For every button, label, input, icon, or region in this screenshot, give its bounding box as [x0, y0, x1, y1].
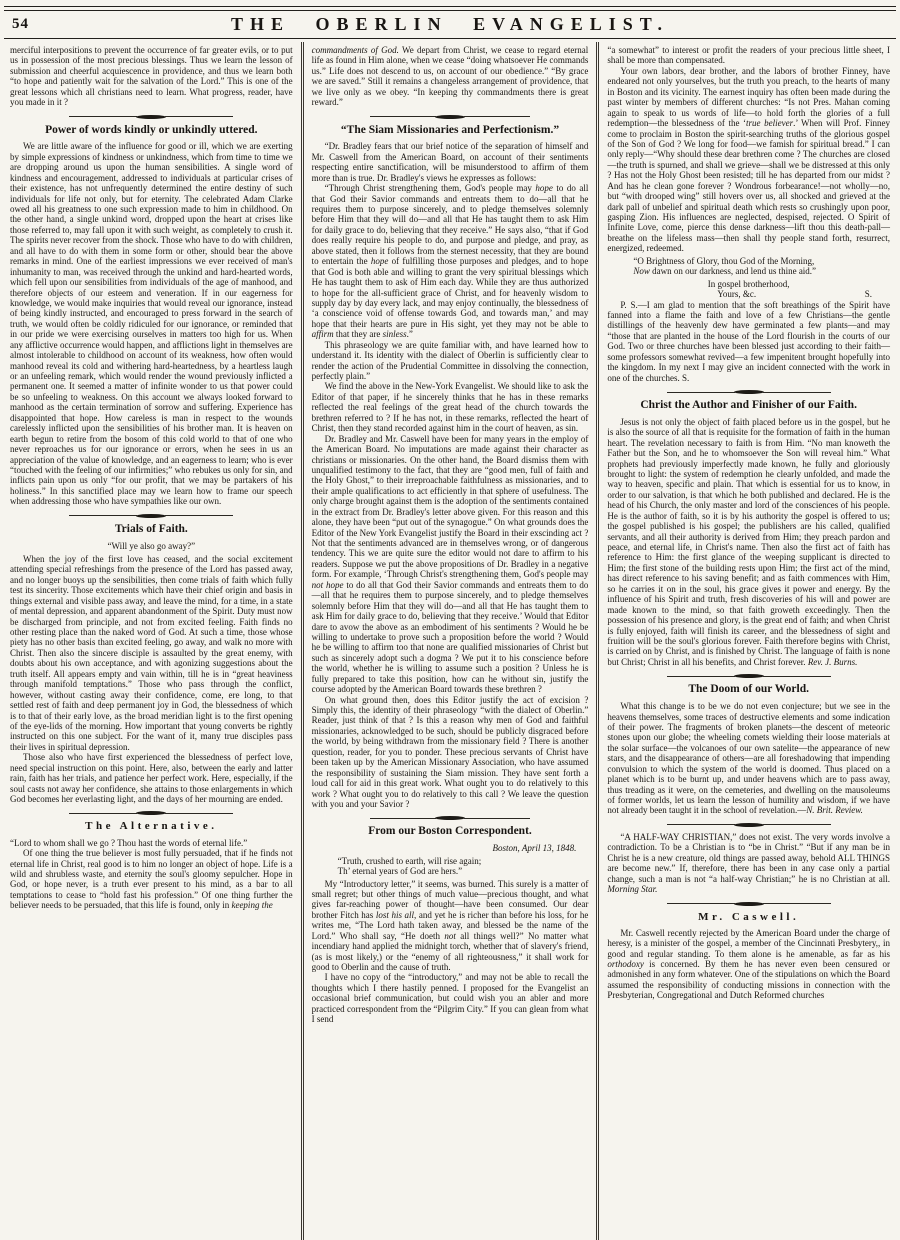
divider-ornament [734, 902, 764, 906]
section-divider [667, 823, 831, 827]
dateline: Boston, April 13, 1848. [492, 843, 577, 854]
section-divider [370, 115, 530, 119]
paragraph: “Dr. Bradley fears that our brief notice of the separation of himself and Mr. Caswell from the American Board, on account of their sentiments respecting entire sanctification, will be misunderstood to affirm of them more than is true. Dr. Bradley's views he expresses as follows: [311, 141, 589, 183]
paragraph: We find the above in the New-York Evangelist. We should like to ask the Editor of that paper, if he sincerely thinks that he has in these remarks reflected the real feelings of the great head of the church towards the brethren referred to ? If he has not, in these remarks, reflected the heart of Christ, then they stand recorded against him in the court of heaven, as sin. [311, 381, 589, 434]
signature-line: Yours, &c. S. [717, 289, 872, 300]
divider-ornament [136, 514, 166, 518]
paragraph: Mr. Caswell recently rejected by the American Board under the charge of heresy, is a minister of the gospel, a member of the Cincinnati Presbytery,, in good and regular standing. To them alone is he amenable, as far as his orthodoxy is concerned. By them he has never even been censured or admonished in any form whatever. One of the stipulations on which the Board assumed the responsibility of conducting missions in connection with the Presbyterian, Congregational and Dutch Reformed churches [607, 927, 890, 1001]
divider-ornament [435, 816, 465, 820]
divider-ornament [734, 674, 764, 678]
verse-quote: “Truth, crushed to earth, will rise again; Th’ eternal years of God are hers.” [337, 855, 482, 877]
paragraph: Those also who have first experienced the blessedness of perfect love, need special instruction on this point. Here, also, between the early and latter rain, faith has her trials, and patience her perfect work. Here, especially, if the soul casts not away her confidence, she attains to those enlargements in which God becomes her everlasting light, and the days of her mourning are ended. [10, 752, 293, 805]
masthead-title: THE OBERLIN EVANGELIST. [231, 14, 669, 34]
column-middle [301, 42, 600, 1240]
divider-ornament [734, 823, 764, 827]
divider-ornament [734, 390, 764, 394]
divider-ornament [136, 811, 166, 815]
paragraph: “Through Christ strengthening them, God's people may hope to do all that God their Savior commands and entreats them to do—all that he requires them to purpose sincerely, and to pledge themselves solemnly before Him that they will do—and all that He has taught them to ask Him for daily grace to do, believing that they receive.” He says also, “that if God does really require his people to do, and purpose and pledge, and pray, as above stated, then it follows from the sternest necessity, that they are bound to entertain the hope of fulfilling those purposes and pledges, and to hope that God is both able and willing to grant the very spiritual blessings which He has taught them to ask of Him each day. While they are thus authorized to hope for the all-sufficient grace of Christ, and for heavenly wisdom to supply day by day every lack, and may enjoy continually, the blessedness of ‘a conscience void of offense towards God, and towards man,’ and may hope that their hearts are pure in His sight, yet they may not be able to affirm that they are sinless.” [311, 183, 589, 340]
section-divider [69, 115, 233, 119]
page-number: 54 [12, 16, 29, 32]
paragraph: We are little aware of the influence for good or ill, which we are exerting by simple expressions of kindness or unkindness, which from time to time we are dropping around us upon the human sensibilities. A single word of kindness and encouragement, addressed to individuals at particular crises of their existence, has not unfrequently determined the entire destiny of such individuals for life not only, but for eternity. The celebrated Adam Clarke owed all his greatness to one such expression made to him in childhood. On the other hand, a single unkind word, dropped upon the heart at crises like those referred to, may fall upon it with such weight, as completely to crush it. The spirits never recover from the shock. Those who have to do with children, and all have to do with them in some form or other, should bear the above remarks in mind. One of the earliest impressions we ever received of man's inhumanity to man, was received through the unkind and hard-hearted words, which fell upon our sensibilities from individuals of the age of manhood, and therefore objects of our esteem and veneration. If in our eagerness for knowledge, we would make inquiries that would reveal our ignorance, instead of being kindly instructed, and encouraged to press forward in the search of truth, we would often be coldly ridiculed for our ignorance, or reminded that in our pride we were exercising ourselves in matters too high for us. When any afflictive occurrence would happen, and afflictions light in themselves are almost intolerable to childhood on account of its weakness, how often would manhood reveal its cold and withering hard-heartedness, by a heartless laugh or an unfeeling remark, which would render the wound previously inflicted a permanent one. It seemed a matter of infinite wonder to us that power could be so unfeeling to weakness. On this account we always looked forward to manhood as the certain termination of sorrow and suffering. Experience has disappointed that hope. How careless is man in respect to the wounds carelessly inflicted upon the sensibilities of his brother man. It is heaven on earth begun to retire from the bosom of this cold world to that of one who never reproaches us for our ignorance or errors, when he sees in us an appreciation of the value of knowledge, and an eagerness to learn; who is ever “touched with the feeling of our infirmities;” who rebukes us only for sin, and inflicts pain upon us only “for our profit, that we may be partakers of his holiness.” In this sanctified place may we learn how to frame our speech when addressing those who have sympathies like our own. [10, 141, 293, 507]
top-rule [4, 6, 896, 11]
paragraph: On what ground then, does this Editor justify the act of excision ? Simply this, the identity of their phraseology “with the dialect of Oberlin.” Reader, just think of that ? Is this a reason why men of God and faithful missionaries, acknowledged to be such, should be publicly disgraced before the world, by being withdrawn from the missionary field ? There is another question, reader, for you to ponder. These precious servants of Christ have been taken up by the American Missionary Association, who have assumed the responsibility of sustaining the Siam mission. They have sent forth a loud call for aid in this great work. What ought you to do relatively to this work ? What ought you to do relatively to this call ? We leave the question with you and your Savior ? [311, 694, 589, 809]
paragraph: Of one thing the true believer is most fully persuaded, that if he finds not eternal life in Christ, real good is to him no longer an object of hope. Life is a wild and shrubless waste, and eternity the soul's gloomy sepulcher. Hope in God, or hope never, is a truth ever present to his mind, as a bar to all temptations to cease to “hold fast his profession.” Of one thing further the believer needs to be persuaded, that this life is found, only in keeping the [10, 848, 293, 911]
paragraph: My “Introductory letter,” it seems, was burned. This surely is a matter of small regret; but other things of much value—precious thought, and what gives far-reaching power of thought—have been consumed. Our dear brother Fitch has lost his all, and yet he is richer than before his loss, for he writes me, “The Lord hath taken away, and blessed be the name of the Lord.” Who shall say, “He doeth not all things well?” No matter what incendiary hand applied the midnight torch, whether that of slavery's friend, (as is most likely,) or the “enemy of all righteousness,” it shall work for good to Oberlin and the cause of truth. [311, 878, 589, 973]
article-heading: Mr. Caswell. [698, 910, 800, 923]
article-heading: “The Siam Missionaries and Perfectionism.” [340, 123, 560, 136]
paragraph: When the joy of the first love has ceased, and the social excitement attending special refreshings from the presence of the Lord has passed away, and no longer buoys up the sensibilities, then come trials of faith which fully test its sincerity. Those excitements which have their chief origin and basis in things external and visible pass away, and leave the mind, for a time, in a state of mental depression, and apparent abandonment of the Spirit. Duty must now be discharged from principle, and not from excited feeling. Faith finds no other resting place than the naked word of God. At such a time, those whose piety has no other basis than excited feeling, go away, and walk no more with Christ. Then also the sincere disciple is assaulted by the great enemy, with doubts about his own acceptance, and with agonizing suggestions about the truth itself. All appears empty and vain within, till he is in “great heaviness through manifold temptations.” Those who pass through the conflict, however, without casting away their confidence, come, ere long, to that settled rest of faith and deep permanent joy in God, the blessedness of which is to that of their early love, as the broad meridian light is to the first opening of the eye-lids of the morning. How important that young converts be rightly instructed on this one subject. For the want of it, many true disciples pass their lives in spiritual depression. [10, 553, 293, 752]
paragraph: Jesus is not only the object of faith placed before us in the gospel, but he is also the source of all that is requisite for the formation of faith in the human heart. The revelation necessary to faith is from Him. “No man knoweth the Father but the Son, and he to whomsoever the Son will reveal him.” What prophets had previously imperfectly made known, he fully and gloriously brought to light: the system of redemption he clearly unfolded, and made the way to heaven, specific and plain. That which is essential for us to know, in order to our salvation, is that which he both published and declared. He is the head of his Church, the only master and lord of the consciences of his people. He is the author of faith, so it is by his authority the gospel is offered to us; the gospel published is his gospel; the publishers are his called, qualified servants, and all their authority is derived from Him; they preach pardon and peace, and eternal life, in Christ's name. Then also the first act of faith has reference to Him: the first glance of the weeping supplicant is directed to Him; the first stone of the building rests upon Him; the first act of the mind, has direct reference to his saving benefit; and as faith commences with Him, so he carries it on in the soul, his grace gives it power and energy. By the influence of his Spirit and truth, fresh discoveries of his will and power are made known to the mind, so that faith groweth exceedingly. Then the possession of his presence and glory, is the great end of faith; and when Christ is fully enjoyed, faith will finish its career, and the blessedness of sight and fruition will be the soul's glorious forever. Faith therefore begins with Christ, is carried on by Christ, and is finished by Christ. The language of faith is none but Christ; Christ in all his benefits, and Christ forever. Rev. J. Burns. [607, 416, 890, 667]
article-heading: Trials of Faith. [114, 522, 188, 535]
paragraph: Dr. Bradley and Mr. Caswell have been for many years in the employ of the American Board. No imputations are made against their character as christians or missionaries. On the other hand, the Board dismiss them with unqualified testimony to the fact, that they are “good men, full of faith and the Holy Ghost,” to their irreproachable faithfulness as missionaries, and to their ample qualifications to act efficiently in that sphere of usefulness. The only charge brought against them is the adoption of the sentiments contained in the extract from Dr. Bradley's letter above given. For this reason and this alone, they have been “put out of the synagogue.” On what grounds does the Editor of the New York Evangelist justify the Board in their exscinding act ? Not that the sentiments advanced are in themselves wrong, or of dangerous tendency. This we are quite sure the editor would not dare to affirm to his readers. Suppose we put the above propositions of Dr. Bradley in a negative form. For example, ‘Through Christ's strengthening them, God's people may not hope to do all that God their Savior commands and entreats them to do—all that he requires them to purpose sincerely, and to pledge themselves solemnly before Him that they will do—and all that He has taught them to ask Him for daily grace to do, believing that they receive.’ Would that Editor dare to avow the above as an embodiment of his sentiments ? Would he be willing to undertake to prove such a proposition before the world ? Would he be willing to affirm too that none are qualified missionaries of Christ but such as sincerely adopt such a dogma ? We put it to his conscience before the world, whether he is willing to assume such a position ? Unless he is fully prepared to take this position, how can he without sin, justify the course adopted by the American Board towards these brethren ? [311, 433, 589, 695]
masthead-row [8, 12, 892, 38]
section-divider [370, 816, 530, 820]
paragraph-continuation: commandments of God. We depart from Christ, we cease to regard eternal life as found in Him alone, when we cease “doing whatsoever He commands us.” Life does not descend to us, on account of our obedience.” “By grace we are saved.” Still it remains a changeless arrangement of providence, that we live only as we obey. “In keeping thy commandments there is great reward.” [311, 45, 589, 108]
column-left [2, 42, 301, 1240]
article-subtitle-quote: “Will ye also go away?” [107, 540, 196, 551]
paragraph-continuation: “Lord to whom shall we go ? Thou hast the words of eternal life.” [10, 837, 248, 848]
verse-quote: “O Brightness of Glory, thou God of the Morning, Now dawn on our darkness, and lend us thine aid.” [633, 255, 817, 277]
paragraph: “A HALF-WAY CHRISTIAN,” does not exist. The very words involve a contradiction. To be a Christian is to “be in Christ.” “But if any man be in Christ he is a new creature, old things are passed away, behold ALL THINGS are become new.” If, therefore, there has been in any case only a partial change, such a man is not “a half-way Christian;” he is no Christian at all. Morning Star. [607, 831, 890, 895]
paragraph: Your own labors, dear brother, and the labors of brother Finney, have endeared not only yourselves, but the truth you preach, to the hearts of many in Boston and its vicinity. The earnest inquiry has often been made during the past winter by members of different churches: “Is not Pres. Mahan coming again to speak to us words of life—to hold forth the glories of a full redemption—the blessedness of the ‘true believer.’ When will Prof. Finney come to proclaim in Boston the spirit-searching truths of the glorious gospel of the Son of God ? We long for food—we famish for spiritual bread.” I can only reply—“Why should these dear brethren come ? The churches are closed—the truth is spurned, and shall we grieve—shall we be distressed at this only ? Has not the Holy Ghost been resisted; till he has departed from our midst ? And has he clean gone forever ? Wondrous forbearance!—not wholly—no, but “with drooped wing” still hovers over us, all shocked and grieved at the dark pall of unbelief and spiritual death which rests so crushingly upon poor, gasping Zion. His influences are neglected, despised, rejected. O Spirit of Infinite Love, come, pierce this dense darkness—lift thou this death-pall—breathe on the lifeless mass—then shall thy people stand forth, resurrect, energized, redeemed. [607, 65, 890, 254]
header-rule [4, 38, 896, 39]
section-divider [667, 390, 831, 394]
section-divider [69, 514, 233, 518]
article-heading: Christ the Author and Finisher of our Faith. [640, 399, 857, 411]
paragraph-continuation: merciful interpositions to prevent the occurrence of far greater evils, or to put us in possession of the most precious blessings. Thus we learn the lesson of submission and cheerful acquiescence in providence, and thus we learn both “to hope and patiently wait for the salvation of the Lord.” This is one of the great lessons which all christians need to learn. What progress, reader, have you made in it ? [10, 45, 293, 108]
article-heading: The Doom of our World. [688, 683, 809, 696]
paragraph: P. S.—I am glad to mention that the soft breathings of the Spirit have fanned into a flame the faith and love of a few Christians—the gentle distillings of the heavenly dew have germinated a few plants—and may “those that are planted in the house of the Lord flourish in the courts of our God. Two or three churches have been blessed just according to their faith—some professors somewhat revived—a few impenitent brought hopefully into the kingdom. In my next I may give an incident connected with the work in one of the churches. S. [607, 299, 890, 383]
paragraph: What this change is to be we do not even conjecture; but we see in the heavens themselves, some traces of destructive elements and some indication of their power. The fragments of broken planets—the descent of meteoric stones upon our globe; the wheeling comets wielding their loose materials at the solar surface—the volcanoes of our own satelite—the appearance of new stars, and the disappearance of others—are all foreshadowing that impending convulsion to which the system of the world is doomed. Thus placed on a planet which is to be burnt up, and under heavens which are to pass away, thus treading as it were, on the cemeteries, and dwelling on the mausoleums of former worlds, let us learn the lesson of humility and wisdom, if we have not already been taught it in the school of revelation.—N. Brit. Review. [607, 701, 890, 816]
paragraph: This phraseology we are quite familiar with, and have learned how to understand it. Its identity with the dialect of Oberlin is sufficiently clear to render the action of the Prudential Committee in dissolving the connection, perfectly plain.” [311, 339, 589, 382]
column-right [599, 42, 898, 1240]
article-heading: From our Boston Correspondent. [368, 825, 532, 838]
paragraph-continuation: “a somewhat” to interest or profit the readers of your precious little sheet, I shall be more than compensated. [607, 45, 890, 66]
article-heading: Power of words kindly or unkindly uttered. [45, 123, 258, 136]
section-divider [69, 811, 233, 815]
section-divider [667, 674, 831, 678]
divider-ornament [435, 115, 465, 119]
divider-ornament [136, 115, 166, 119]
closing-line: In gospel brotherhood, [707, 278, 790, 289]
paragraph: I have no copy of the “introductory,” and may not be able to recall the thoughts which I there hastily penned. I proposed for the Evangelist an occasional brief communication, but could wish you an abler and more practiced correspondent from the “Pilgrim City.” If you can glean from what I send [311, 972, 589, 1025]
columns-container [2, 42, 898, 1240]
article-heading: The Alternative. [85, 820, 218, 833]
section-divider [667, 902, 831, 906]
